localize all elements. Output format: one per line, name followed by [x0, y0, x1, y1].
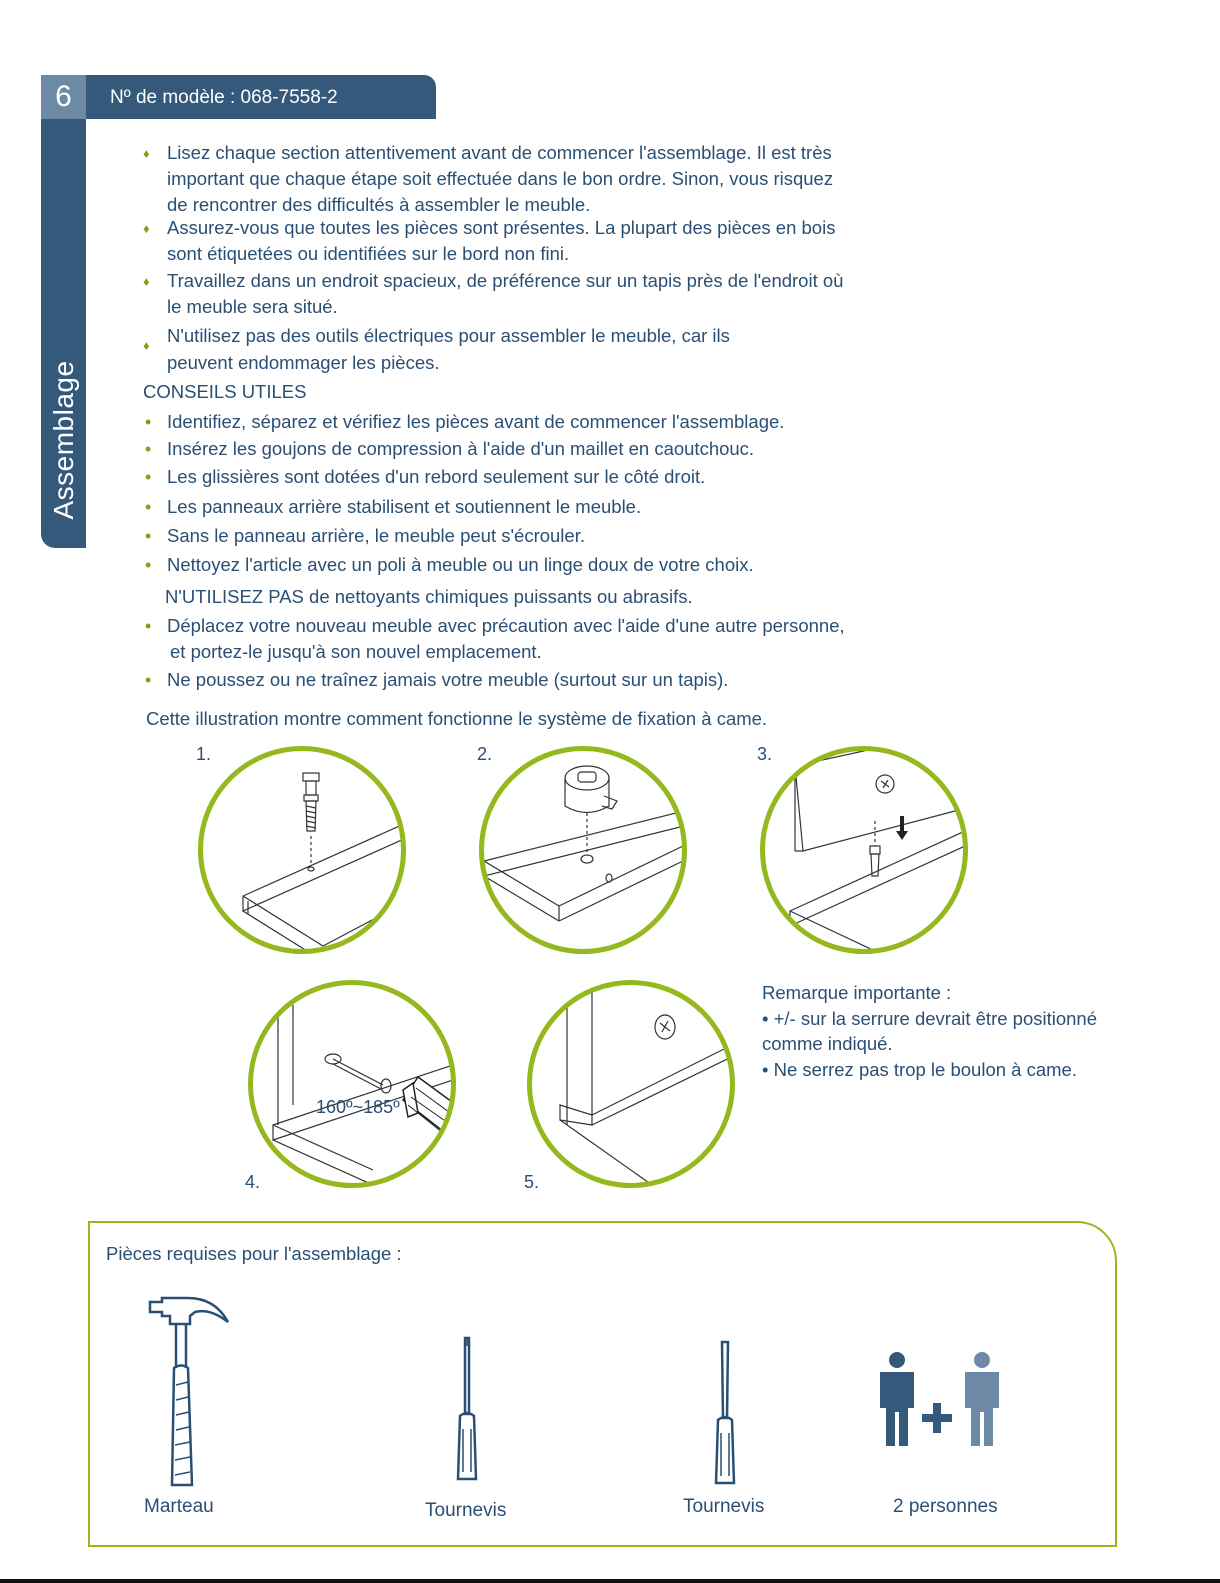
bullet-icon: •	[145, 616, 152, 636]
tip-item	[145, 409, 887, 435]
illustration-caption: Cette illustration montre comment fonctionne le système de fixation à came.	[146, 708, 768, 729]
step-number: 4.	[245, 1172, 261, 1192]
instruction-item	[143, 268, 887, 320]
tool-label: 2 personnes	[893, 1496, 998, 1517]
step-number: 2.	[477, 744, 493, 764]
step-4-illustration	[248, 980, 456, 1188]
note-title: Remarque importante :	[762, 982, 952, 1003]
instruction-text: le meuble sera situé.	[167, 296, 338, 317]
tip-text: Insérez les goujons de compression à l'aide d'un maillet en caoutchouc.	[167, 438, 755, 459]
bullet-icon: •	[145, 467, 152, 487]
tip-text: Sans le panneau arrière, le meuble peut s'écrouler.	[167, 525, 585, 546]
page-bottom-rule	[0, 1579, 1220, 1583]
note-line: • Ne serrez pas trop le boulon à came.	[762, 1059, 1077, 1080]
tip-item	[145, 667, 887, 693]
page-number: 6	[41, 75, 86, 119]
panel-join-icon	[765, 751, 963, 949]
step-number: 3.	[757, 744, 773, 764]
instruction-item	[143, 215, 887, 267]
instruction-item	[143, 323, 887, 376]
bullet-icon: •	[145, 439, 152, 459]
instruction-text: peuvent endommager les pièces.	[167, 352, 440, 373]
step-number: 5.	[524, 1172, 540, 1192]
instruction-text: Assurez-vous que toutes les pièces sont présentes. La plupart des pièces en bois	[167, 217, 836, 238]
tip-item	[145, 436, 887, 462]
note-line: • +/- sur la serrure devrait être positionné	[762, 1008, 1098, 1029]
instruction-text: de rencontrer des difficultés à assembler le meuble.	[167, 194, 591, 215]
tip-text: et portez-le jusqu'à son nouvel emplacement.	[170, 641, 542, 662]
diamond-bullet-icon: ♦	[143, 274, 150, 289]
screwdriver-turn-icon	[253, 985, 451, 1183]
angle-label: 160º~185º	[316, 1097, 400, 1117]
tip-item	[145, 523, 887, 549]
screwdriver-icon	[450, 1334, 484, 1484]
instruction-text: Lisez chaque section attentivement avant de commencer l'assemblage. Il est très	[167, 142, 832, 163]
step-number: 1.	[196, 744, 212, 764]
two-persons-icon	[870, 1350, 1005, 1450]
tool-label: Tournevis	[683, 1496, 765, 1517]
warning-text: N'UTILISEZ PAS de nettoyants chimiques puissants ou abrasifs.	[165, 586, 693, 607]
cam-lock-insert-icon	[484, 751, 682, 949]
diamond-bullet-icon: ♦	[143, 146, 150, 161]
tip-text: Ne poussez ou ne traînez jamais votre meuble (surtout sur un tapis).	[167, 669, 729, 690]
instruction-text: important que chaque étape soit effectuée dans le bon ordre. Sinon, vous risquez	[167, 168, 834, 189]
note-line: comme indiqué.	[762, 1033, 893, 1054]
assembled-joint-icon	[532, 985, 730, 1183]
tip-text: Déplacez votre nouveau meuble avec précaution avec l'aide d'une autre personne,	[167, 615, 845, 636]
instruction-text: Travaillez dans un endroit spacieux, de préférence sur un tapis près de l'endroit où	[167, 270, 844, 291]
step-3-illustration	[760, 746, 968, 954]
tip-text: Nettoyez l'article avec un poli à meuble ou un linge doux de votre choix.	[167, 554, 754, 575]
step-5-illustration	[527, 980, 735, 1188]
tools-title: Pièces requises pour l'assemblage :	[106, 1243, 402, 1264]
tool-label: Tournevis	[425, 1500, 507, 1521]
tip-text: Identifiez, séparez et vérifiez les pièces avant de commencer l'assemblage.	[167, 411, 785, 432]
diamond-bullet-icon: ♦	[143, 221, 150, 236]
bullet-icon: •	[145, 670, 152, 690]
tips-heading: CONSEILS UTILES	[143, 381, 307, 402]
tip-item	[145, 552, 887, 578]
flat-screwdriver-icon	[708, 1338, 742, 1488]
model-number-bar: Nº de modèle : 068-7558-2	[86, 75, 436, 119]
step-1-illustration	[198, 746, 406, 954]
tip-item	[145, 464, 887, 490]
tip-text: Les panneaux arrière stabilisent et soutiennent le meuble.	[167, 496, 642, 517]
bullet-icon: •	[145, 497, 152, 517]
bullet-icon: •	[145, 526, 152, 546]
instruction-text: N'utilisez pas des outils électriques pour assembler le meuble, car ils	[167, 325, 730, 346]
diamond-bullet-icon: ♦	[143, 338, 150, 353]
instruction-item	[143, 140, 887, 218]
tool-label: Marteau	[144, 1496, 214, 1517]
tip-item	[145, 613, 887, 665]
instruction-text: sont étiquetées ou identifiées sur le bord non fini.	[167, 243, 570, 264]
hammer-icon	[140, 1290, 240, 1490]
tip-item	[145, 494, 887, 520]
bullet-icon: •	[145, 412, 152, 432]
step-2-illustration	[479, 746, 687, 954]
bullet-icon: •	[145, 555, 152, 575]
tip-text: Les glissières sont dotées d'un rebord seulement sur le côté droit.	[167, 466, 706, 487]
section-label: Assemblage	[48, 360, 79, 520]
cam-dowel-insert-icon	[203, 751, 401, 949]
